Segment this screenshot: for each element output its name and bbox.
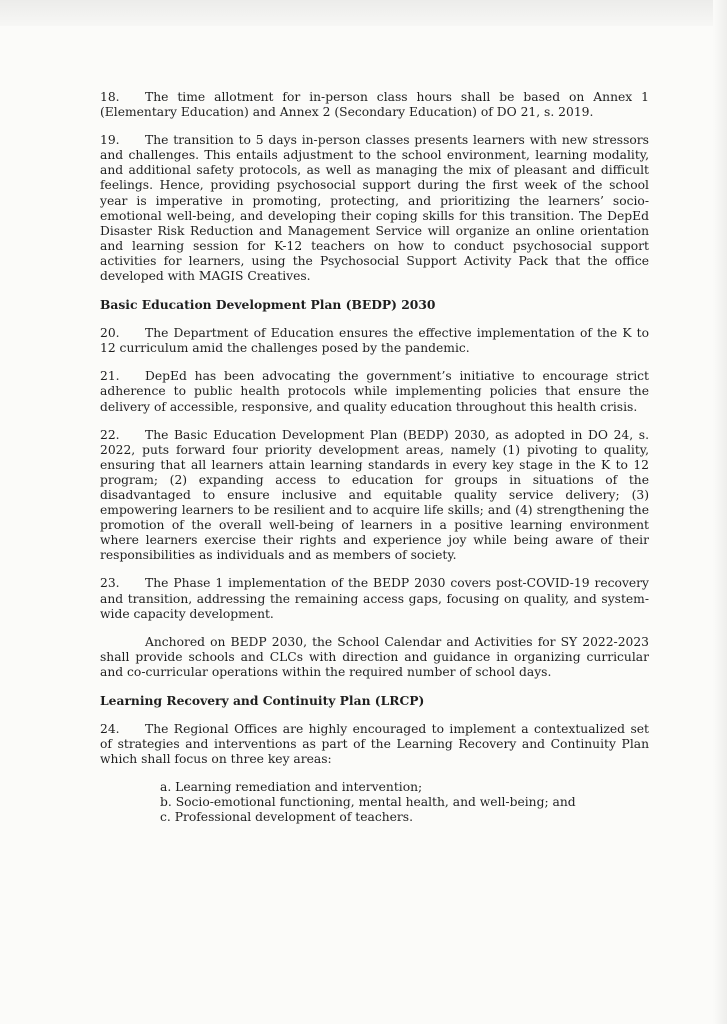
paragraph-text: The Regional Offices are highly encouraged to implement a contextualized set of strategies and interventions as part of the Learning Recovery and Continuity Plan which shall focus on three key areas: [100, 722, 649, 767]
paragraph-number: 21. [100, 369, 120, 384]
list-item: a. Learning remediation and intervention; [160, 780, 423, 795]
scan-shadow-edge [713, 0, 727, 1024]
paragraph-23 [100, 576, 649, 621]
paragraph-19 [100, 133, 649, 284]
section-heading-bedp: Basic Education Development Plan (BEDP) 2030 [100, 297, 436, 313]
paragraph-number: 20. [100, 326, 120, 341]
paragraph-number: 18. [100, 90, 120, 104]
paragraph-24 [100, 722, 649, 767]
paragraph-text: The transition to 5 days in-person classes presents learners with new stressors and challenges. This entails adjustment to the school environment, learning modality, and additional safety protocols, as well as managing the mix of pleasant and difficult feelings. Hence, providing psychosocial support during the first week of the school year is imperative in promoting, protecting, and prioritizing the learners’ socio-emotional well-being, and developing their coping skills for this transition. The DepEd Disaster Risk Reduction and Management Service will organize an online orientation and learning session for K-12 teachers on how to conduct psychosocial support activities for learners, using the Psychosocial Support Activity Pack that the office developed with MAGIS Creatives. [100, 133, 649, 284]
list-item: b. Socio-emotional functioning, mental health, and well-being; and [160, 795, 576, 810]
paragraph-20 [100, 326, 649, 356]
paragraph-21 [100, 369, 649, 414]
paragraph-18 [100, 90, 649, 120]
paragraph-text: The Phase 1 implementation of the BEDP 2030 covers post-COVID-19 recovery and transition, addressing the remaining access gaps, focusing on quality, and system-wide capacity development. [100, 576, 649, 621]
list-item: c. Professional development of teachers. [160, 810, 414, 825]
section-heading-lrcp: Learning Recovery and Continuity Plan (LRCP) [100, 693, 425, 708]
paragraph-number: 19. [100, 133, 120, 148]
paragraph-text: DepEd has been advocating the government’s initiative to encourage strict adherence to public health protocols while implementing policies that ensure the delivery of accessible, responsive, and quality education throughout this health crisis. [100, 369, 649, 414]
paragraph-22 [100, 428, 649, 564]
key-areas-list [100, 780, 649, 825]
paragraph-text: The Department of Education ensures the effective implementation of the K to 12 curriculum amid the challenges posed by the pandemic. [100, 326, 649, 356]
document-body [100, 90, 649, 825]
paragraph-text: The Basic Education Development Plan (BEDP) 2030, as adopted in DO 24, s. 2022, puts forward four priority development areas, namely (1) pivoting to quality, ensuring that all learners attain learning standards in every key stage in the K to 12 program; (2) expanding access to education for groups in situations of the disadvantaged to ensure inclusive and equitable quality service delivery; (3) empowering learners to be resilient and to acquire life skills; and (4) strengthening the promotion of the overall well-being of learners in a positive learning environment where learners exercise their rights and experience joy while being aware of their responsibilities as individuals and as members of society. [100, 427, 649, 563]
paragraph-number: 24. [100, 722, 120, 736]
paragraph-text: The time allotment for in-person class hours shall be based on Annex 1 (Elementary Education) and Annex 2 (Secondary Education) of DO 21, s. 2019. [100, 90, 649, 120]
paragraph-anchored: Anchored on BEDP 2030, the School Calendar and Activities for SY 2022-2023 shall provide schools and CLCs with direction and guidance in organizing curricular and co-curricular operations within the required number of school days. [100, 634, 649, 679]
scan-shadow-top [0, 0, 727, 26]
paragraph-number: 23. [100, 576, 120, 591]
paragraph-number: 22. [100, 427, 120, 442]
